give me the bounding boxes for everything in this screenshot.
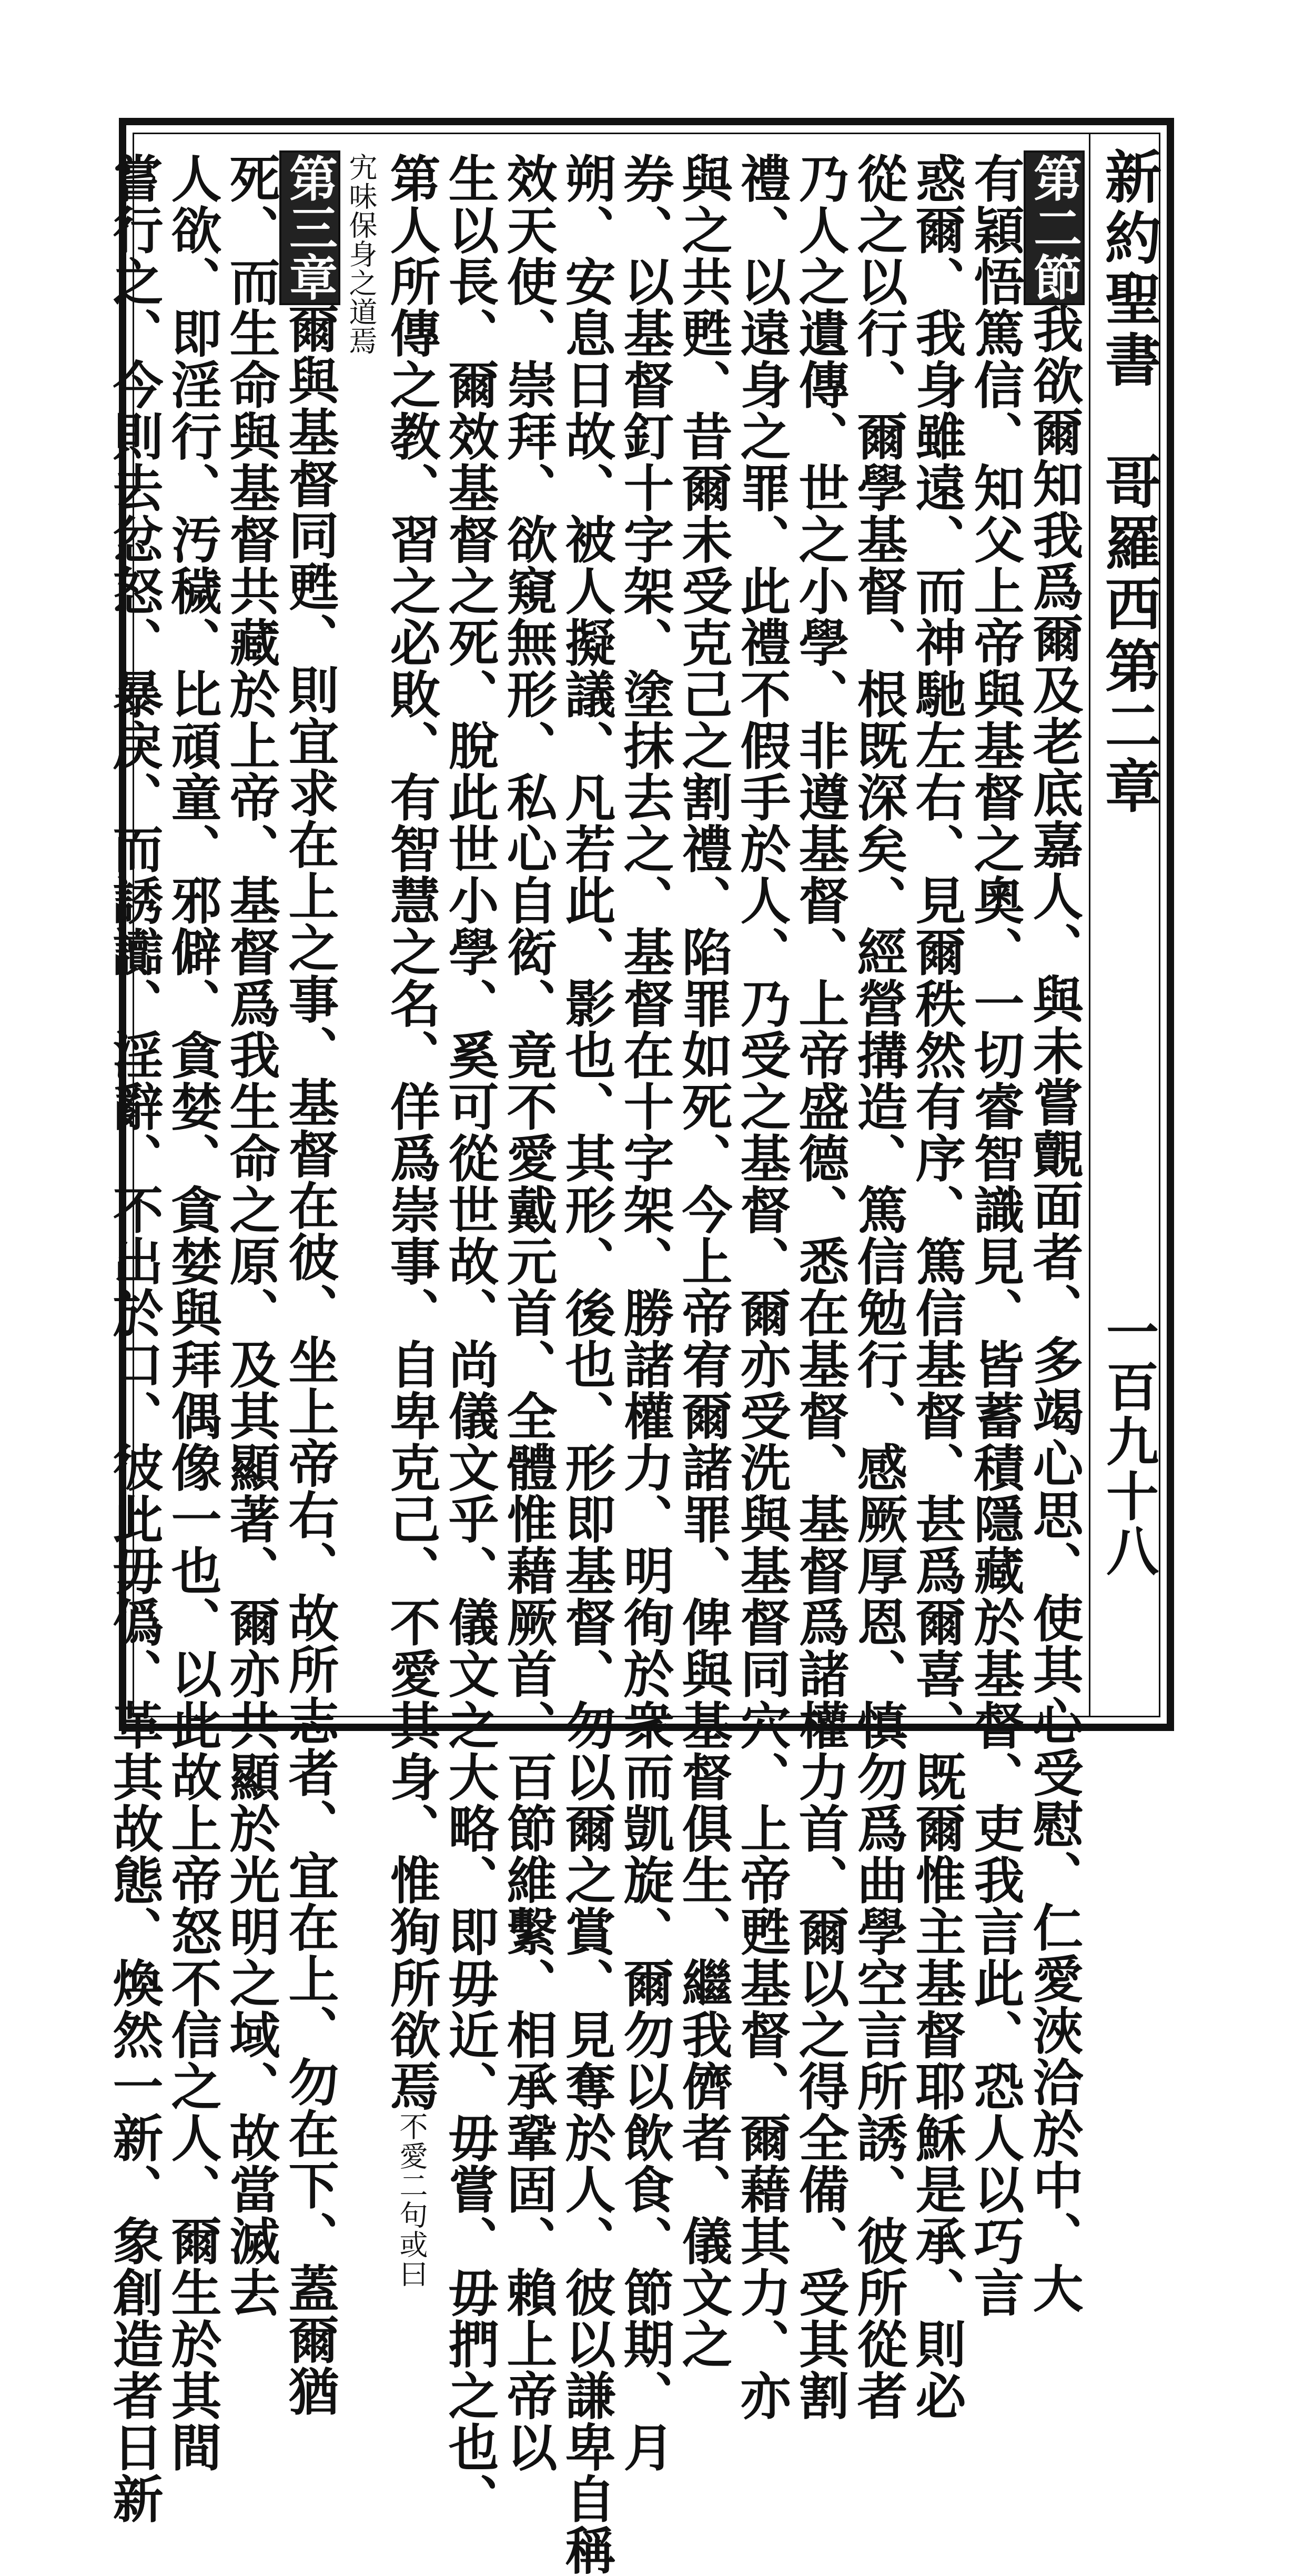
column-text: 我欲爾知我爲爾及老底嘉人、與未嘗覿面者、多竭心思、使其心受慰、仁愛浹洽於中、大 (1025, 303, 1084, 2314)
book-title: 新約聖書 哥羅西 (1095, 147, 1161, 636)
column-text: 人欲、即淫行、汚穢、比頑童、邪僻、貪婪、貪婪與拜偶像一也、以此故上帝怒不信之人、爾生於其間 (163, 153, 223, 2473)
text-column (221, 153, 281, 2318)
text-column (440, 153, 500, 2524)
text-column (674, 153, 733, 2370)
text-column (105, 153, 164, 2524)
column-text: 從之以行、爾學基督、根既深矣、經營搆造、篤信勉行、感厥厚恩、慎勿爲曲學空言所誘、彼所從者 (849, 153, 908, 2421)
section-marker: 第二節 (1026, 154, 1083, 302)
annotation-column (339, 153, 382, 1710)
chapter-marker: 第三章 (281, 154, 338, 302)
column-text: 死、而生命與基督共藏於上帝、基督爲我生命之原、及其顯著、爾亦共顯於光明之域、故當滅去 (221, 153, 281, 2318)
text-column (615, 153, 675, 2473)
text-column (280, 153, 340, 2417)
column-text: 爾與基督同甦、則宜求在上之事、基督在彼、坐上帝右、故所志者、宜在上、勿在下、蓋爾猶 (280, 303, 340, 2417)
text-column (163, 153, 223, 2473)
text-column (907, 153, 967, 2421)
text-column (557, 153, 616, 2576)
column-text: 第人所傳之教、習之必敗、有智慧之名、佯爲崇事、自卑克己、不愛其身、惟狥所欲焉 (382, 153, 441, 2112)
text-column (849, 153, 908, 2421)
column-text: 禮、以遠身之罪、此禮不假手於人、乃受之基督、爾亦受洗與基督同穴、上帝甦基督、爾藉其力、亦 (732, 153, 792, 2421)
chapter-heading: 第二章 (1095, 637, 1161, 817)
column-text: 有穎悟篤信、知父上帝與基督之奧、一切睿智識見、皆蓄積隱藏於基督、吏我言此、恐人以巧言 (966, 153, 1025, 2318)
column-text: 朔、安息日故、被人擬議、凡若此、影也、其形、後也、形即基督、勿以爾之賞、見奪於人、彼以謙卑自稱 (557, 153, 616, 2576)
column-text: 惑爾、我身雖遠、而神馳左右、見爾秩然有序、篤信基督、甚爲爾喜、既爾惟主基督耶穌是承、則必 (907, 153, 967, 2421)
annotation-text: 宄味保身之道焉 (345, 153, 378, 355)
column-text: 券、以基督釘十字架、塗抹去之、基督在十字架、勝諸權力、明徇於衆而凱旋、爾勿以飲食、節期、月 (615, 153, 675, 2473)
page-number: 一百九十八 (1097, 1305, 1159, 1578)
text-column (966, 153, 1025, 2318)
text-column (1025, 153, 1084, 2314)
text-column (382, 153, 441, 2289)
column-text: 嘗行之、今則去忿怒、暴戾、而誘讟、淫辭、不出於口、彼此毋僞、革其故態、煥然一新、象創造者日新 (105, 153, 164, 2524)
column-text: 效天使、崇拜、欲窺無形、私心自衒、竟不愛戴元首、全體惟藉厥首、百節維繫、相承鞏固、賴上帝以 (499, 153, 558, 2473)
column-text: 乃人之遺傳、世之小學、非遵基督、上帝盛德、悉在基督、基督爲諸權力首、爾以之得全備、受其割 (791, 153, 850, 2421)
column-text: 與之共甦、昔爾未受克己之割禮、陷罪如死、今上帝宥爾諸罪、俾與基督俱生、繼我儕者、儀文之 (674, 153, 733, 2370)
text-column (791, 153, 850, 2421)
scripture-body (105, 153, 1084, 2576)
column-text: 生以長、爾效基督之死、脫此世小學、奚可從世故、尚儀文乎、儀文之大略、即毋近、毋嘗、毋捫之也、 (440, 153, 500, 2524)
header-divider-rule (1089, 134, 1090, 1716)
text-column (499, 153, 558, 2473)
text-column (732, 153, 792, 2421)
annotation-note: 不愛二句或曰 (395, 2112, 428, 2289)
